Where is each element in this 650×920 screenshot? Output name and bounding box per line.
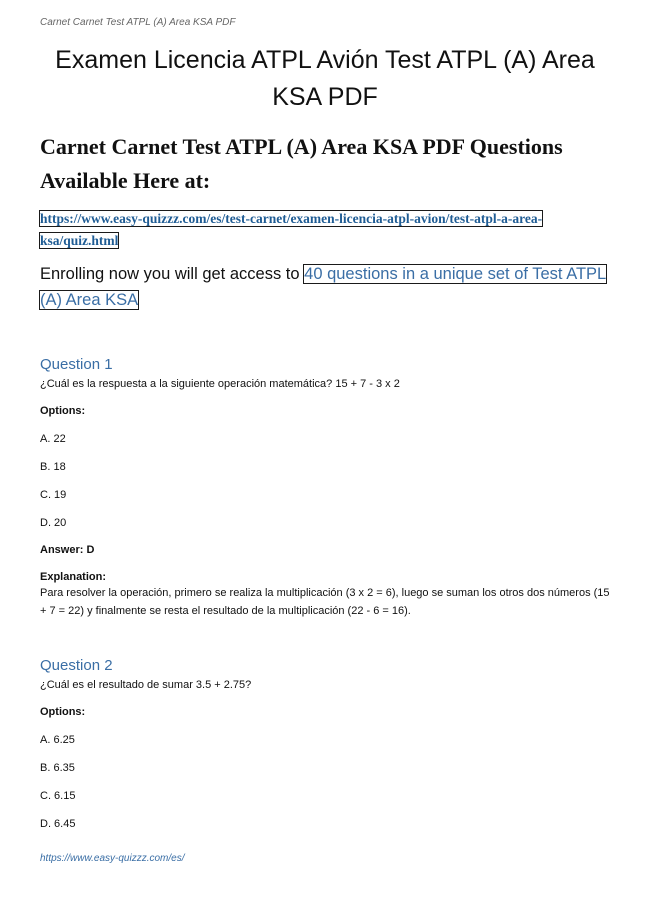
question-1 — [40, 355, 615, 620]
options-label: Options: — [40, 405, 86, 417]
option-c: C. 19 — [40, 489, 67, 501]
enroll-paragraph — [40, 261, 615, 313]
enroll-text: Enrolling now you will get access to — [40, 265, 305, 283]
enroll-link[interactable]: 40 questions in a unique set of Test ATPL (A) Area KSA — [40, 265, 606, 309]
option-b: B. 6.35 — [40, 762, 75, 774]
option-d: D. 6.45 — [40, 818, 76, 830]
question-title: Question 1 — [40, 356, 113, 373]
question-title: Question 2 — [40, 657, 113, 674]
option-a: A. 22 — [40, 433, 66, 445]
explanation-text: Para resolver la operación, primero se realiza la multiplicación (3 x 2 = 6), luego se suman los otros dos números (15 + 7 = 22) y finalmente se resta el resultado de la multiplicación (22 - 6 = 16). — [40, 587, 610, 617]
page-title: Examen Licencia ATPL Avión Test ATPL (A) Area KSA PDF — [55, 46, 595, 111]
footer-link[interactable]: https://www.easy-quizzz.com/es/ — [40, 853, 185, 864]
explanation-label: Explanation: — [40, 571, 107, 583]
question-text: ¿Cuál es la respuesta a la siguiente operación matemática? 15 + 7 - 3 x 2 — [40, 378, 400, 390]
page-subtitle: Carnet Carnet Test ATPL (A) Area KSA PDF Questions Available Here at: — [40, 134, 563, 193]
quiz-link[interactable]: https://www.easy-quizzz.com/es/test-carnet/examen-licencia-atpl-avion/test-atpl-a-area-ksa/quiz.html — [40, 211, 543, 248]
options-label: Options: — [40, 706, 86, 718]
question-text: ¿Cuál es el resultado de sumar 3.5 + 2.75? — [40, 679, 252, 691]
option-b: B. 18 — [40, 461, 66, 473]
option-a: A. 6.25 — [40, 734, 75, 746]
header-note: Carnet Carnet Test ATPL (A) Area KSA PDF — [40, 17, 236, 28]
answer: Answer: D — [40, 544, 95, 556]
question-2 — [40, 656, 615, 831]
quiz-link-container — [40, 208, 612, 252]
option-d: D. 20 — [40, 517, 67, 529]
option-c: C. 6.15 — [40, 790, 76, 802]
